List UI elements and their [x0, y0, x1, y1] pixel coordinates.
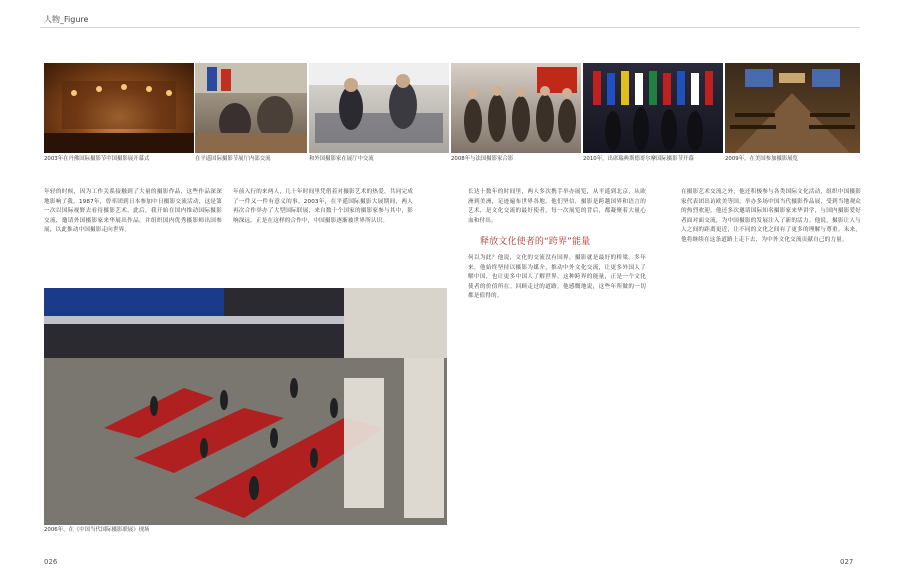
photo-4-art — [451, 63, 581, 153]
text-column-1-body: 年轻的时候，因为工作关系接触到了大量的摄影作品，这些作品深深地影响了我。1987年，曾率团到日本参加中日摄影交流活动，这是第一次以国际视野去看待摄影艺术。此后，我开始在国内推动国际摄影交流，邀请外国摄影家来华展出作品，并组织国内优秀摄影师出国参展，以此推动中国摄影走向世界。 — [44, 189, 222, 234]
photo-2 — [195, 63, 307, 153]
photo-caption-6: 2009年，在美国参加摄影展览 — [725, 156, 799, 162]
photo-5-art — [583, 63, 723, 153]
photo-caption-1: 2003年在丹佛国际摄影节中国摄影展开幕式 — [44, 156, 150, 162]
text-column-3-body-2: 何以为此？他说，文化的交流没有国界，摄影就是最好的桥梁。多年来，他始终坚持以摄影为媒介，推动中外文化交流，让更多外国人了解中国，也让更多中国人了解世界。这种跨界的能量，正是一个文化使者的价值所在。回顾走过的道路，他感慨地说，这些年所做的一切都是值得的。 — [468, 254, 646, 300]
photo-4 — [451, 63, 581, 153]
text-column-4 — [681, 188, 861, 543]
photo-5 — [583, 63, 723, 153]
page-number-left: 026 — [44, 558, 58, 566]
photo-3-art — [309, 63, 449, 153]
photo-1-art — [44, 63, 194, 153]
photo-6-art — [725, 63, 860, 153]
text-column-4-body: 在摄影艺术交流之外，他还积极参与各类国际文化活动，组织中国摄影家代表团出访欧美等国，举办多场中国当代摄影作品展，受到当地观众的热烈欢迎。他还多次邀请国际知名摄影家来华讲学，与国内摄影爱好者面对面交流，为中国摄影的发展注入了新的活力。他说，摄影让人与人之间的距离更近，让不同的文化之间有了更多的理解与尊重。未来，他将继续在这条道路上走下去，为中外文化交流贡献自己的力量。 — [681, 189, 861, 243]
text-column-3-body: 长达十数年的时间里，两人多次携手举办展览，从平遥到北京，从欧洲到美洲，足迹遍布世界各地。他们坚信，摄影是跨越国界和语言的艺术，是文化交流的最好使者。每一次展览的背后，都凝聚着大量心血和付出。 — [468, 189, 646, 224]
exhibition-hall-art — [44, 288, 447, 525]
photo-caption-5: 2010年，出席瑞典斯德哥尔摩国际摄影节开幕 — [583, 156, 694, 162]
photo-caption-2: 在平遥国际摄影节展厅内部交流 — [195, 156, 271, 162]
page-number-right: 027 — [840, 558, 854, 566]
photo-2-art — [195, 63, 307, 153]
section-label: 人物_Figure — [44, 15, 89, 24]
exhibition-hall-photo — [44, 288, 447, 525]
text-column-1 — [44, 188, 222, 280]
photo-3 — [309, 63, 449, 153]
text-column-2 — [233, 188, 413, 280]
photo-1 — [44, 63, 194, 153]
section-header — [44, 14, 88, 25]
exhibition-caption: 2006年，在《中国当代国际摄影联展》现场 — [44, 527, 150, 533]
photo-caption-3: 和外国摄影家在展厅中交流 — [309, 156, 374, 162]
text-column-2-body: 年前入行的来两人，几十年时间里凭借着对摄影艺术的热爱，共同完成了一件又一件有意义的事。2003年，在平遥国际摄影大展期间，两人再次合作举办了大型国际联展，来自数十个国家的摄影家参与其中，影响深远。正是在这样的合作中，中国摄影逐渐被世界所认识。 — [233, 189, 413, 224]
photo-6 — [725, 63, 860, 153]
section-subhead: 释放文化使者的“跨界”能量 — [480, 237, 591, 248]
photo-caption-4: 2008年与法国摄影家合影 — [451, 156, 514, 162]
text-column-3 — [468, 188, 646, 543]
header-rule — [40, 27, 860, 28]
